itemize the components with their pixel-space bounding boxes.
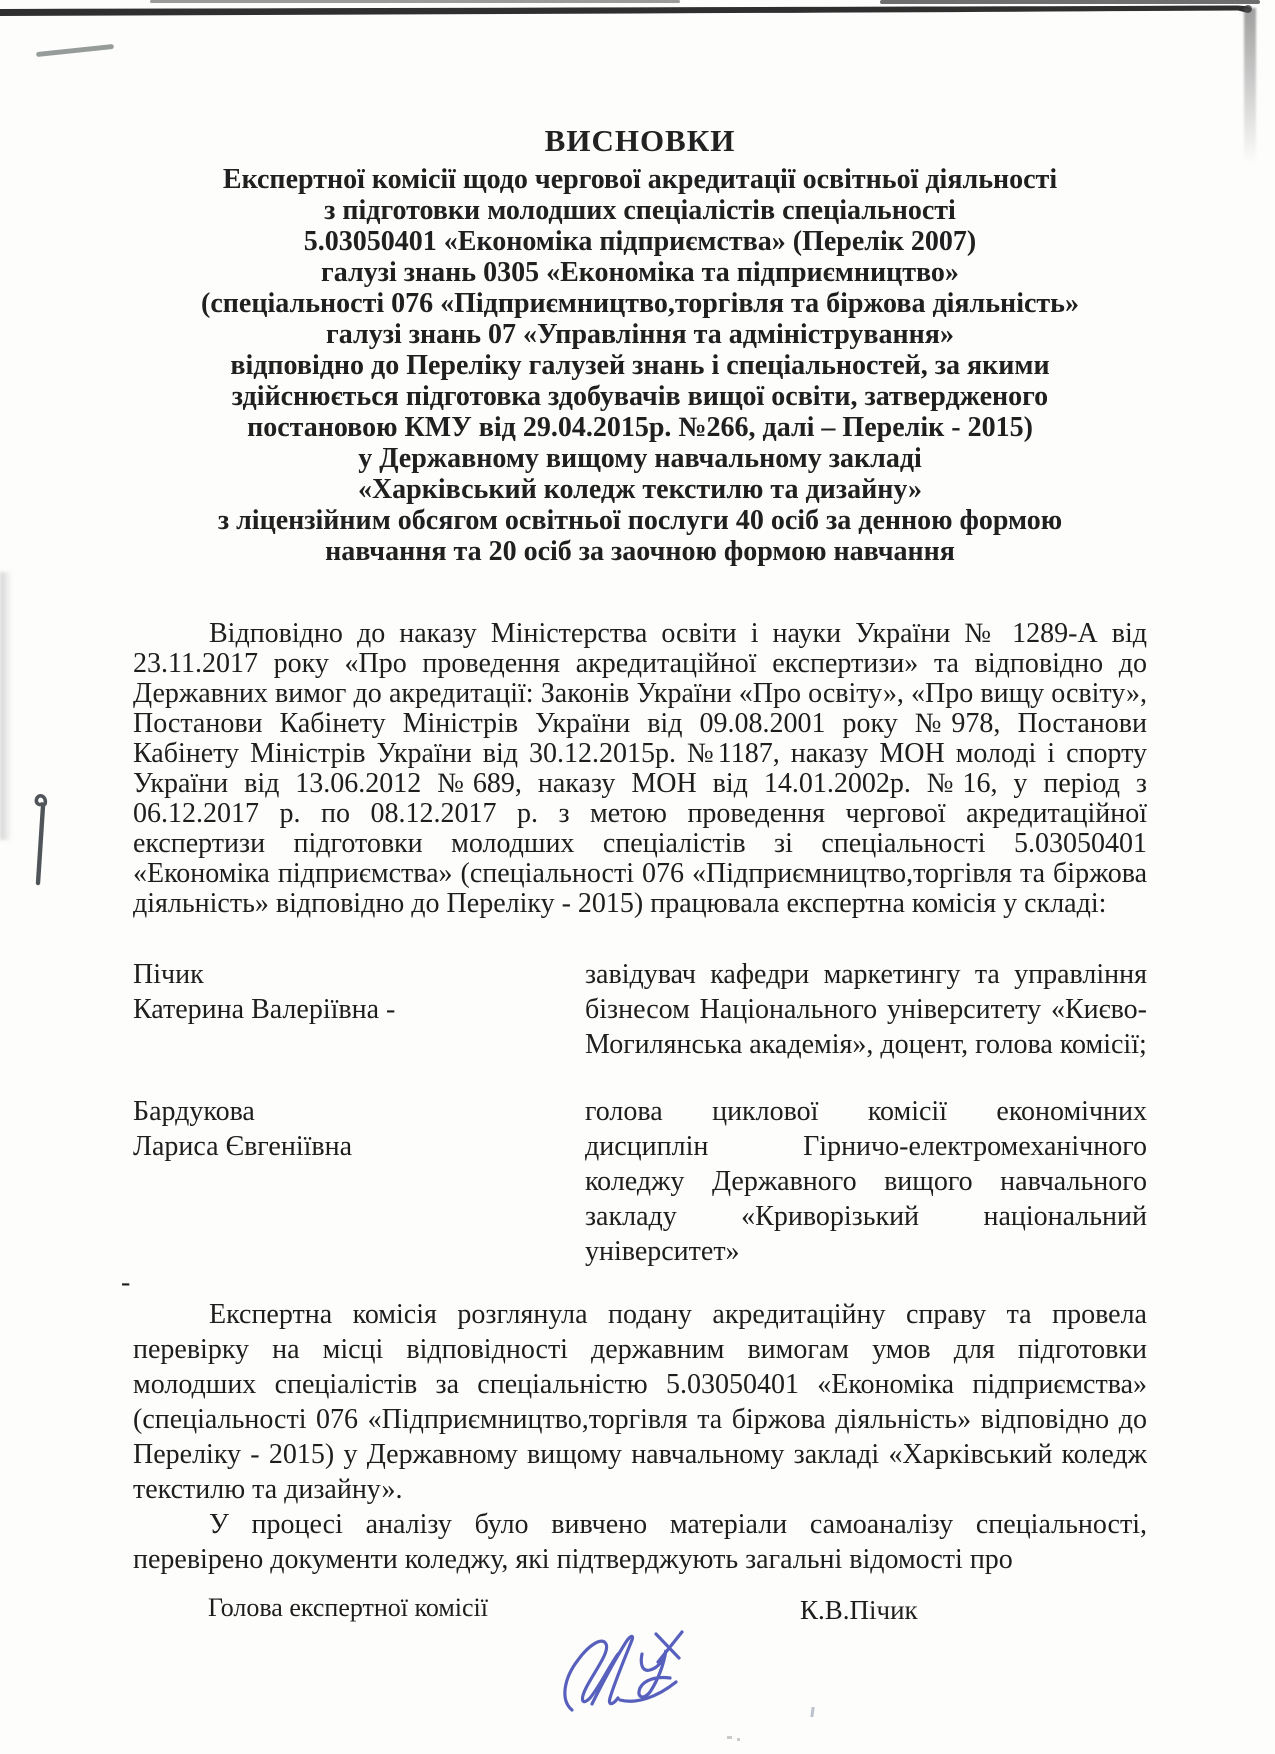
stray-dash: - xyxy=(121,1267,131,1298)
document-title: ВИСНОВКИ xyxy=(544,123,736,158)
signer-name: К.В.Пічик xyxy=(800,1595,918,1625)
header-line: навчання та 20 осіб за заочною формою навчання xyxy=(325,536,955,567)
margin-pen-stroke xyxy=(28,793,56,893)
member-row xyxy=(133,957,1147,1062)
signer-title: Голова експертної комісії xyxy=(208,1593,489,1622)
header-line: галузі знань 0305 «Економіка та підприємництво» xyxy=(321,257,959,288)
commission-members xyxy=(133,957,1147,1269)
analysis-paragraph: У процесі аналізу було вивчено матеріали самоаналізу спеціальності, перевірено документи коледжу, які підтверджують загальні відомості про xyxy=(133,1509,1147,1575)
review-paragraph: Експертна комісія розглянула подану акредитаційну справу та провела перевірку на місці відповідності державним вимогам умов для підготовки молодших спеціалістів за спеціальністю 5.03050401 «Економіка підприємства» (спеціальності 076 «Підприємництво,торгівля та біржова діяльність» відповідно до Переліку - 2015) у Державному вищому навчальному закладі «Харківський коледж текстилю та дизайну». xyxy=(133,1299,1147,1505)
member-given-name: Лариса Євгеніївна xyxy=(133,1131,353,1162)
header-line: з підготовки молодших спеціалістів спеціальності xyxy=(324,195,956,226)
ink-speck xyxy=(737,1738,740,1741)
pencil-mark xyxy=(36,44,114,57)
member-role: завідувач кафедри маркетингу та управління бізнесом Національного університету «Києво-Могилянська академія», доцент, голова комісії; xyxy=(585,959,1147,1060)
member-role: голова циклової комісії економічних дисциплін Гірничо-електромеханічного коледжу Державного вищого навчального закладу «Криворізький національний університет» xyxy=(585,1096,1147,1267)
header-line: Експертної комісії щодо чергової акредитації освітньої діяльності xyxy=(222,164,1058,195)
member-surname: Пічик xyxy=(133,959,204,990)
ink-speck xyxy=(810,1707,814,1717)
member-row xyxy=(133,1094,1147,1269)
header-line: галузі знань 07 «Управління та адміністрування» xyxy=(326,319,954,350)
document-body xyxy=(121,123,1147,1653)
header-line: у Державному вищому навчальному закладі xyxy=(358,443,922,474)
header-line: здійснюється підготовка здобувачів вищої освіти, затвердженого xyxy=(231,381,1049,412)
scan-right-edge-shadow xyxy=(1244,8,1256,163)
member-given-name: Катерина Валеріївна - xyxy=(133,994,396,1025)
header-line: відповідно до Переліку галузей знань і спеціальностей, за якими xyxy=(230,350,1050,381)
signature-ink xyxy=(558,1620,703,1722)
scan-left-edge-shadow xyxy=(0,572,12,840)
header-line: 5.03050401 «Економіка підприємства» (Перелік 2007) xyxy=(303,226,977,257)
ink-speck xyxy=(727,1736,732,1739)
member-name xyxy=(133,1094,585,1269)
header-line: «Харківський коледж текстилю та дизайну» xyxy=(357,474,923,505)
header-line: постановою КМУ від 29.04.2015р. №266, далі – Перелік - 2015) xyxy=(247,412,1033,443)
header-line: (спеціальності 076 «Підприємництво,торгівля та біржова діяльність» xyxy=(201,288,1079,319)
member-surname: Бардукова xyxy=(133,1096,255,1127)
document-header xyxy=(133,164,1147,567)
header-line: з ліцензійним обсягом освітньої послуги 40 осіб за денною формою xyxy=(217,505,1063,536)
member-name xyxy=(133,957,585,1062)
intro-paragraph: Відповідно до наказу Міністерства освіти і науки України № 1289-А від 23.11.2017 року «Про проведення акредитаційної експертизи» та відповідно до Державних вимог до акредитації: Законів України «Про освіту», «Про вищу освіту», Постанови Кабінету Міністрів України від 09.08.2001 року №978, Постанови Кабінету Міністрів України від 30.12.2015р. №1187, наказу МОН молоді і спорту України від 13.06.2012 №689, наказу МОН від 14.01.2002р. №16, у період з 06.12.2017 р. по 08.12.2017 р. з метою проведення чергової акредитаційної експертизи підготовки молодших спеціалістів зі спеціальності 5.03050401 «Економіка підприємства» (спеціальності 076 «Підприємництво,торгівля та біржова діяльність» відповідно до Переліку - 2015) працювала експертна комісія у складі: xyxy=(133,618,1147,919)
scan-fold-line xyxy=(0,0,1275,24)
